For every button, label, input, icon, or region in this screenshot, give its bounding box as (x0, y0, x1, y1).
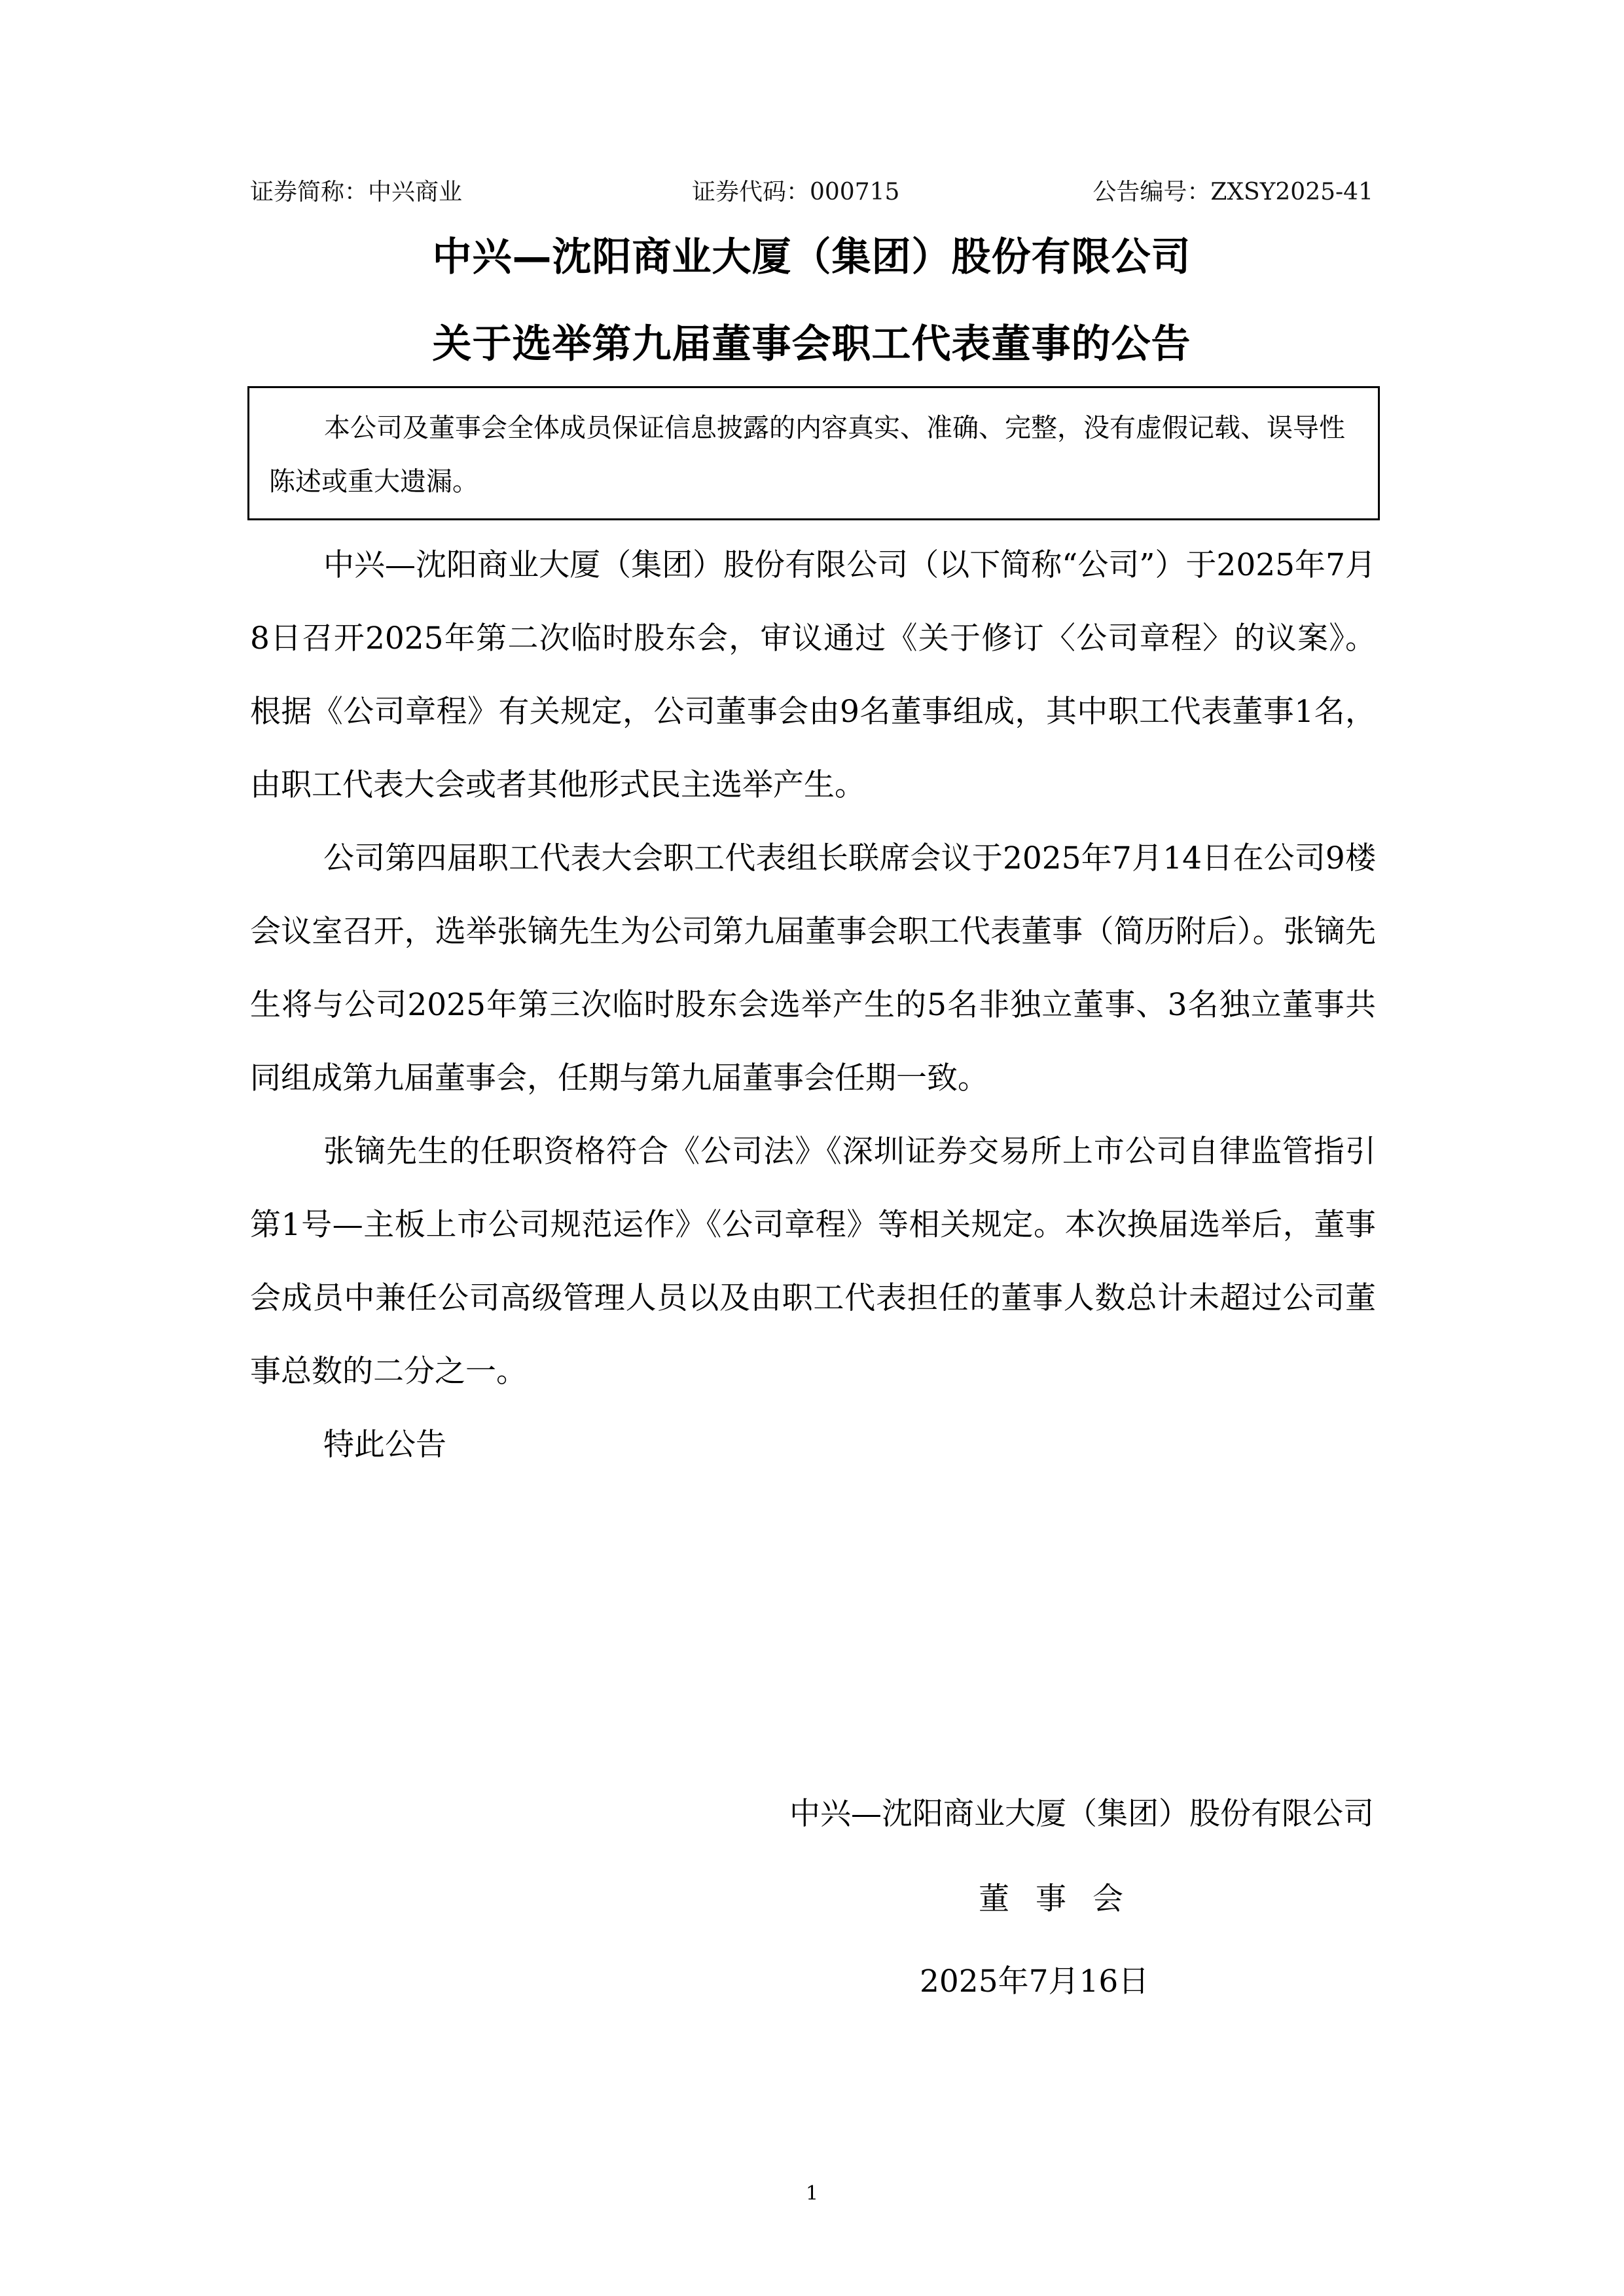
disclosure-notice-text: 本公司及董事会全体成员保证信息披露的内容真实、准确、完整，没有虚假记载、误导性陈述或重大遗漏。 (269, 413, 1345, 497)
signature-date: 2025年7月16日 (920, 1964, 1149, 2000)
paragraph-1: 中兴—沈阳商业大厦（集团）股份有限公司（以下简称“公司”）于2025年7月8日召开2025年第二次临时股东会，审议通过《关于修订〈公司章程〉的议案》。根据《公司章程》有关规定，公司董事会由9名董事组成，其中职工代表董事1名，由职工代表大会或者其他形式民主选举产生。 (250, 547, 1376, 803)
paragraph-3: 张镝先生的任职资格符合《公司法》《深圳证券交易所上市公司自律监管指引第1号—主板上市公司规范运作》《公司章程》等相关规定。本次换届选举后，董事会成员中兼任公司高级管理人员以及由职工代表担任的董事人数总计未超过公司董事总数的二分之一。 (250, 1134, 1376, 1390)
page-number: 1 (805, 2182, 819, 2205)
disclosure-notice-box (247, 386, 1380, 520)
paragraph-2: 公司第四届职工代表大会职工代表组长联席会议于2025年7月14日在公司9楼会议室召开，选举张镝先生为公司第九届董事会职工代表董事（简历附后）。张镝先生将与公司2025年第三次临时股东会选举产生的5名非独立董事、3名独立董事共同组成第九届董事会，任期与第九届董事会任期一致。 (250, 840, 1376, 1096)
title-subject: 关于选举第九届董事会职工代表董事的公告 (432, 321, 1191, 367)
signature-company: 中兴—沈阳商业大厦（集团）股份有限公司 (789, 1796, 1374, 1832)
announcement-body (250, 529, 1376, 1482)
security-short-name: 证券简称：中兴商业 (250, 179, 463, 206)
title-company: 中兴—沈阳商业大厦（集团）股份有限公司 (432, 234, 1191, 280)
security-code: 证券代码：000715 (692, 179, 900, 206)
document-header (250, 175, 1373, 209)
signature-board: 董事会 (979, 1881, 1149, 1917)
paragraph-closing: 特此公告 (323, 1427, 446, 1463)
announcement-number: 公告编号：ZXSY2025-41 (1092, 179, 1373, 206)
